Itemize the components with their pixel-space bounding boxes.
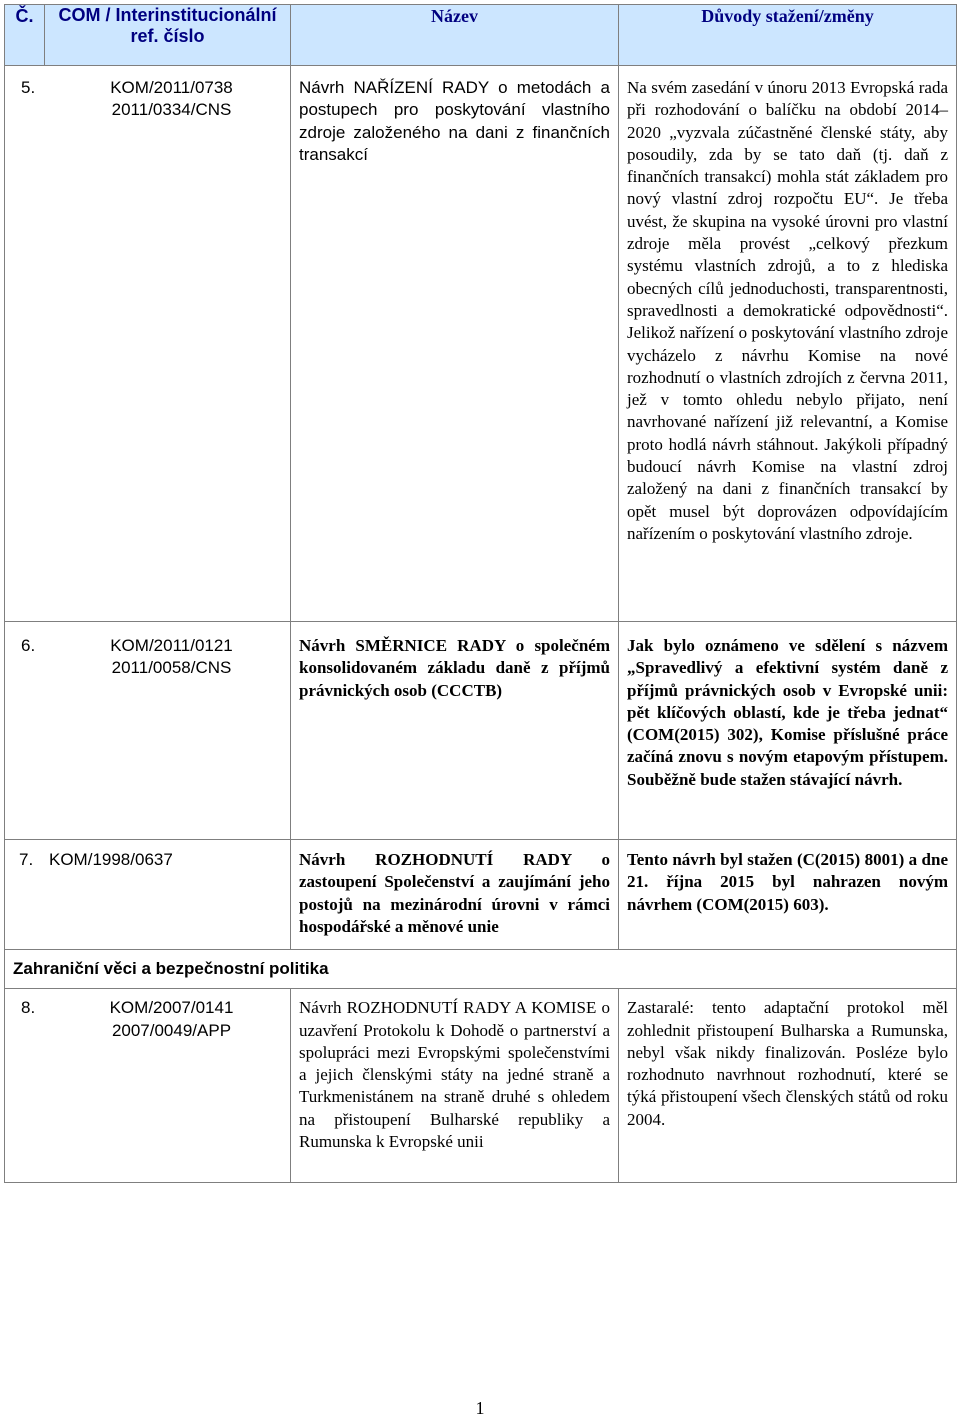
com-reference: KOM/2007/0141: [109, 998, 234, 1018]
table-row: [5, 840, 957, 950]
withdrawals-table: [4, 4, 957, 1183]
proposal-title: Návrh ROZHODNUTÍ RADY o zastoupení Společenství a zaujímání jeho postojů na mezinárodní úrovni v rámci hospodářské a měnové unie: [299, 850, 610, 936]
com-reference: KOM/2011/0738: [110, 78, 233, 97]
interinstitutional-reference: 2007/0049/APP: [111, 1020, 232, 1040]
withdrawal-reason: Na svém zasedání v únoru 2013 Evropská rada při rozhodování o balíčku na období 2014–2020 „vyzvala zúčastněné členské státy, aby posoudily, zda by se tato daň (tj. daň z finančních transakcí) mohla stát základem pro nový vlastní zdroj rozpočtu EU“. Je třeba uvést, že skupina na vysoké úrovni pro vlastní zdroje měla provést „celkový přezkum systému vlastních zdrojů, a to z hlediska obecných cílů jednoduchosti, transparentnosti, spravedlnosti a demokratické odpovědnosti“. Jelikož nařízení o poskytování vlastního zdroje vycházelo z návrhu Komise na nové rozhodnutí o vlastních zdrojích z června 2011, jež v tomto ohledu nebylo přijato, není navrhované nařízení již relevantní, a Komise proto hodlá návrh stáhnout. Jakýkoli případný budoucí návrh Komise na vlastní zdroj založený na dani z finančních transakcí by opět musel být doprovázen odpovídajícím nařízením o poskytování vlastního zdroje.: [627, 78, 948, 543]
proposal-title: Návrh SMĚRNICE RADY o společném konsolidovaném základu daně z příjmů právnických osob (CCCTB): [299, 636, 610, 700]
interinstitutional-reference: 2011/0058/CNS: [111, 658, 232, 678]
header-number: Č.: [5, 5, 45, 66]
proposal-title: Návrh ROZHODNUTÍ RADY A KOMISE o uzavření Protokolu k Dohodě o partnerství a spolupráci mezi Evropskými společenstvími a jejich členskými státy na jedné straně a Turkmenistánem na straně druhé s ohledem na přistoupení Bulharské republiky a Rumunska k Evropské unii: [299, 998, 610, 1152]
com-reference: KOM/2011/0121: [110, 636, 233, 655]
header-reference: COM / Interinstitucionální ref. číslo: [45, 5, 291, 66]
com-reference: KOM/1998/0637: [49, 850, 173, 869]
withdrawal-reason: Zastaralé: tento adaptační protokol měl zohlednit přistoupení Bulharska a Rumunska, nebyl však nikdy finalizován. Posléze bylo rozhodnuto navrhnout rozhodnutí, které se týká přistoupení všech členských států od roku 2004.: [627, 998, 948, 1129]
withdrawal-reason: Jak bylo oznámeno ve sdělení s názvem „Spravedlivý a efektivní systém daně z příjmů právnických osob v Evropské unii: pět klíčových oblastí, kde je třeba jednat“ (COM(2015) 302), Komise příslušné práce začíná znovu s novým etapovým přístupem. Souběžně bude stažen stávající návrh.: [627, 636, 948, 789]
table-row: [5, 66, 957, 622]
row-number: 5.: [21, 78, 36, 97]
page-number: 1: [475, 1398, 485, 1418]
row-number: 7.: [19, 850, 34, 869]
interinstitutional-reference: 2011/0334/CNS: [111, 100, 232, 120]
proposal-title: Návrh NAŘÍZENÍ RADY o metodách a postupech pro poskytování vlastního zdroje založeného na dani z finančních transakcí: [299, 78, 610, 164]
row-number: 8.: [21, 998, 36, 1018]
withdrawal-reason: Tento návrh byl stažen (C(2015) 8001) a dne 21. října 2015 byl nahrazen novým návrhem (COM(2015) 603).: [627, 850, 948, 914]
row-number: 6.: [21, 636, 36, 655]
table-row: [5, 622, 957, 840]
section-row: [5, 950, 957, 989]
table-row: [5, 989, 957, 1183]
table-header-row: [5, 5, 957, 66]
section-heading: Zahraniční věci a bezpečnostní politika: [5, 950, 957, 989]
header-title: Název: [291, 5, 619, 66]
header-reason: Důvody stažení/změny: [619, 5, 957, 66]
